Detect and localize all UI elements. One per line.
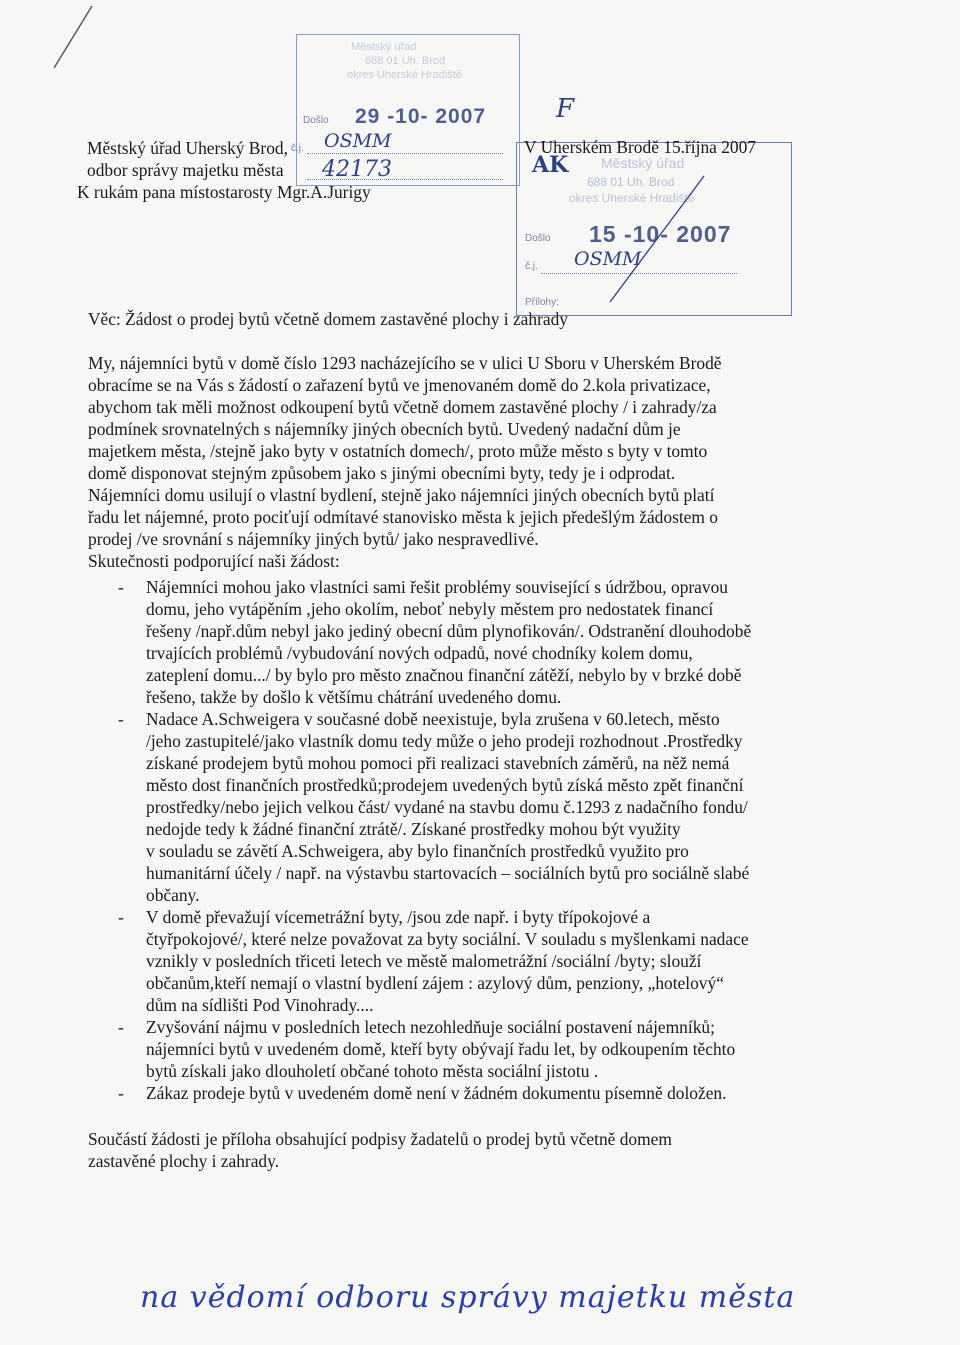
- bullet-line: vznikly v posledních třiceti letech ve městě malometrážní /sociální /byty; slouží: [146, 951, 702, 971]
- bullet-dash: -: [118, 1017, 124, 1037]
- addressee-line-3: K rukám pana místostarosty Mgr.A.Jurigy: [77, 182, 371, 202]
- bullet-dash: -: [118, 1083, 124, 1103]
- bullet-line: bytů získali jako dlouholetí občané tohoto města sociální jistotu .: [146, 1061, 599, 1081]
- stamp-1-ref-label: č.j.: [291, 143, 304, 154]
- bullet-line: V domě převažují vícemetrážní byty, /jsou zde např. i byty třípokojové a: [146, 907, 651, 927]
- bullet-line: nájemníci bytů v uvedeném domě, kteří byty obývají řadu let, by odkoupením těchto: [146, 1039, 736, 1059]
- bullet-line: čtyřpokojové/, které nelze považovat za byty sociální. V souladu s myšlenkami nadace: [146, 929, 749, 949]
- stamp-1-district: okres Uherské Hradiště: [347, 69, 462, 81]
- body-line: My, nájemníci bytů v domě číslo 1293 nacházejícího se v ulici U Sboru v Uherském Brodě: [88, 353, 722, 373]
- bullet-line: /jeho zastupitelé/jako vlastník domu tedy může o jeho prodeji rozhodnout .Prostředky: [146, 731, 743, 751]
- stamp-2-ref-label: č.j.: [525, 261, 538, 272]
- stamp-2-office: Městský úřad: [601, 155, 685, 171]
- bullet-line: dům na sídlišti Pod Vinohrady....: [146, 995, 374, 1015]
- bullet-item: [146, 708, 749, 906]
- closing-line: Součástí žádosti je příloha obsahující podpisy žadatelů o prodej bytů včetně domem: [88, 1129, 672, 1149]
- bullet-line: nedojde tedy k žádné finanční ztrátě/. Získané prostředky mohou být využity: [146, 819, 681, 839]
- bullet-line: město dost finančních prostředků;prodejem uvedených bytů získá město zpět finanční: [146, 775, 744, 795]
- stamp-2-pen-stroke: [600, 170, 720, 310]
- corner-pencil-mark: [40, 0, 100, 80]
- bullet-line: občany.: [146, 885, 200, 905]
- body-line: podmínek srovnatelných s nájemníky jiných obecních bytů. Uvedený nadační dům je: [88, 419, 681, 439]
- addressee-line-1: Městský úřad Uherský Brod,: [87, 138, 288, 158]
- body-line: abychom tak měli možnost odkoupení bytů včetně domem zastavěné plochy / i zahrady/za: [88, 397, 717, 417]
- bullet-line: Nájemníci mohou jako vlastníci sami řešit problémy související s údržbou, opravou: [146, 577, 728, 597]
- handwritten-f-mark: F: [556, 94, 575, 124]
- stamp-1-date: 29 -10- 2007: [355, 105, 487, 128]
- stamp-1-received-label: Došlo: [303, 115, 329, 126]
- bullet-line: získané prodejem bytů mohou pomoci při realizaci stavebních záměrů, na něž nemá: [146, 753, 730, 773]
- body-line: Nájemníci domu usilují o vlastní bydlení, stejně jako nájemníci jiných obecních bytů platí: [88, 485, 715, 505]
- bullet-line: občanům,kteří nemají o vlastní bydlení zájem : azylový dům, penziony, „hotelový“: [146, 973, 724, 993]
- bullet-dash: -: [118, 577, 124, 597]
- bullet-line: řešeno, takže by došlo k většímu chátrání uvedeného domu.: [146, 687, 562, 707]
- place-and-date: V Uherském Brodě 15.října 2007: [524, 137, 756, 157]
- body-line: obracíme se na Vás s žádostí o zařazení bytů ve jmenovaném domě do 2.kola privatizace,: [88, 375, 711, 395]
- bullet-item: [146, 1082, 726, 1104]
- bullet-line: v souladu se závětí A.Schweigera, aby bylo finančních prostředků využito pro: [146, 841, 689, 861]
- handwritten-ak-initials: AK: [532, 152, 569, 178]
- body-line: domě disponovat stejným způsobem jako s jinými obecními byty, tedy je i odprodat.: [88, 463, 676, 483]
- bullet-line: zateplení domu.../ by bylo pro město značnou finanční zátěží, nebylo by v brzké době: [146, 665, 742, 685]
- stamp-2-address: 688 01 Uh. Brod: [587, 175, 675, 189]
- body-paragraph: [88, 352, 722, 572]
- body-line: Skutečnosti podporující naši žádost:: [88, 551, 340, 571]
- stamp-1-number-handwritten: 42173: [322, 157, 392, 182]
- stamp-1-ref-handwritten: OSMM: [324, 130, 392, 152]
- closing-paragraph: [88, 1128, 672, 1172]
- stamp-1-office: Městský úřad: [351, 41, 417, 53]
- bullet-line: domu, jeho vytápěním ,jeho okolím, neboť nebyly městem pro nedostatek financí: [146, 599, 714, 619]
- bullet-line: trvajících problémů /vybudování nových odpadů, nové chodníky kolem domu,: [146, 643, 693, 663]
- body-line: řadu let nájemné, proto pociťují odmítavé stanovisko města k jejich předešlým žádostem o: [88, 507, 718, 527]
- bullet-line: prostředky/nebo jejich velkou část/ vydané na stavbu domu č.1293 z nadačního fondu/: [146, 797, 748, 817]
- stamp-2-date: 15 -10- 2007: [589, 221, 732, 247]
- stamp-2-attachments-label: Přílohy:: [525, 297, 559, 308]
- stamp-2-ref-handwritten: OSMM: [574, 248, 642, 270]
- bullet-line: řešeny /např.dům nebyl jako jediný obecní dům plynofikován/. Odstranění dlouhodobě: [146, 621, 752, 641]
- body-line: majetkem města, /stejně jako byty v ostatních domech/, proto může město s byty v tomto: [88, 441, 708, 461]
- stamp-1-address: 688 01 Uh. Brod: [365, 55, 446, 67]
- body-line: prodej /ve srovnání s nájemníky jiných bytů/ jako nespravedlivé.: [88, 529, 539, 549]
- bullet-line: humanitární účely / např. na výstavbu startovacích – sociálních bytů pro sociálně slabé: [146, 863, 750, 883]
- bullet-item: [146, 1016, 735, 1082]
- stamp-2-district: okres Uherské Hradiště: [569, 191, 695, 205]
- subject-line: Věc: Žádost o prodej bytů včetně domem zastavěné plochy i zahrady: [88, 309, 569, 329]
- handwritten-note: na vědomí odboru správy majetku města: [140, 1280, 796, 1315]
- bullet-item: [146, 576, 751, 708]
- bullet-line: Zákaz prodeje bytů v uvedeném domě není v žádném dokumentu písemně doložen.: [146, 1083, 727, 1103]
- closing-line: zastavěné plochy i zahrady.: [88, 1151, 280, 1171]
- bullet-line: Nadace A.Schweigera v současné době neexistuje, byla zrušena v 60.letech, město: [146, 709, 720, 729]
- bullet-item: [146, 906, 749, 1016]
- bullet-line: Zvyšování nájmu v posledních letech nezohledňuje sociální postavení nájemníků;: [146, 1017, 715, 1037]
- bullet-dash: -: [118, 709, 124, 729]
- addressee-line-2: odbor správy majetku města: [87, 160, 284, 180]
- bullet-dash: -: [118, 907, 124, 927]
- stamp-2-received-label: Došlo: [525, 233, 551, 244]
